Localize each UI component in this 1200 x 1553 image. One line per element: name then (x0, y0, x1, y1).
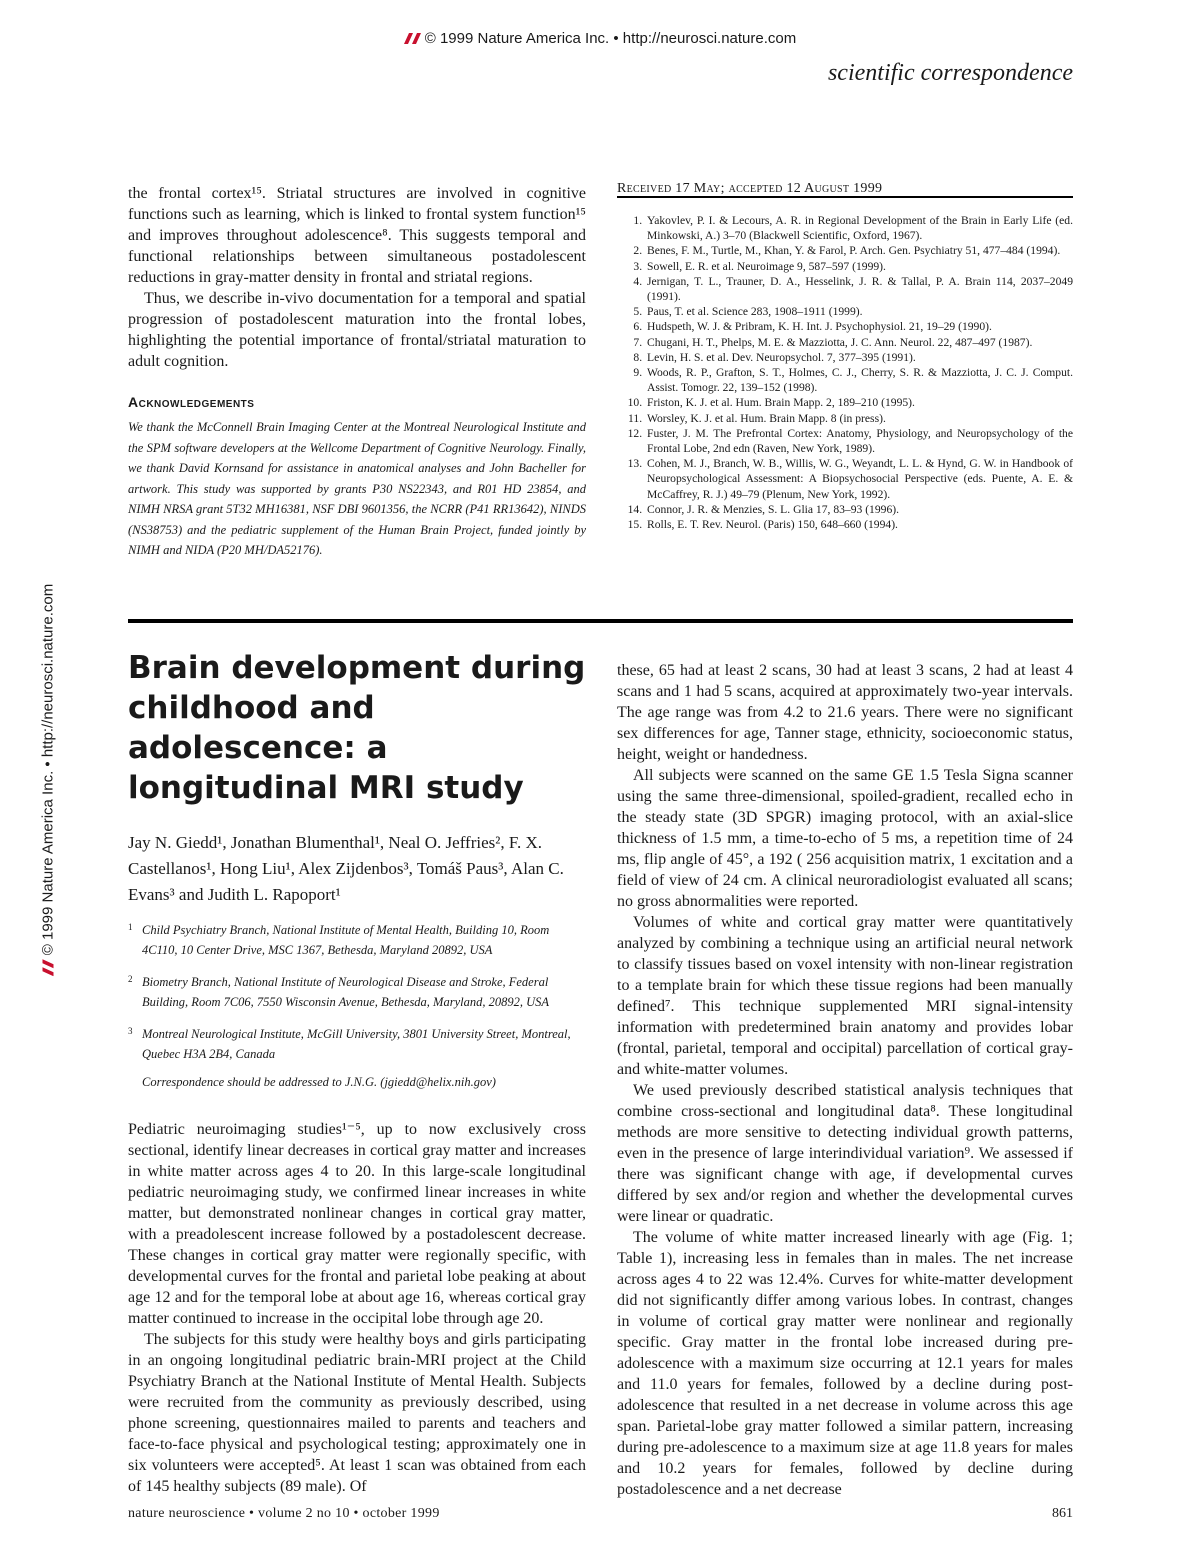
article-right-column (617, 660, 1073, 1500)
reference-item: 15. Rolls, E. T. Rev. Neurol. (Paris) 150, 648–660 (1994). (645, 517, 1073, 532)
nature-logo-icon (404, 33, 422, 44)
acknowledgements-heading: Acknowledgements (128, 394, 255, 410)
affiliation-text: Montreal Neurological Institute, McGill University, 3801 University Street, Montreal, Quebec H3A 2B4, Canada (142, 1027, 571, 1061)
paragraph: Volumes of white and cortical gray matter were quantitatively analyzed by combining a technique using an artificial neural network to classify tissues based on voxel intensity with non-linear registration to a template brain for which these tissue regions had been manually defined⁷. This technique supplemented MRI signal-intensity information with predetermined brain anatomy and provides lobar (frontal, parietal, temporal and occipital) parcellation of cortical gray- and white-matter volumes. (617, 914, 1073, 1078)
reference-item: 4. Jernigan, T. L., Trauner, D. A., Hesselink, J. R. & Tallal, P. A. Brain 114, 2037–2049 (1991). (645, 274, 1073, 304)
reference-list (617, 213, 1073, 532)
paragraph: All subjects were scanned on the same GE 1.5 Tesla Signa scanner using the same three-dimensional, spoiled-gradient, recalled echo in the steady state (3D SPGR) imaging protocol, with an axial-slice thickness of 1.5 mm, a time-to-echo of 5 ms, a repetition time of 24 ms, flip angle of 45°, a 192 ( 256 acquisition matrix, 1 excitation and a field of view of 24 cm. A clinical neuroradiologist evaluated all scans; no gross abnormalities were reported. (617, 767, 1073, 910)
nature-logo-icon (43, 958, 54, 976)
paragraph: The subjects for this study were healthy boys and girls participating in an ongoing longitudinal pediatric brain-MRI project at the Child Psychiatry Branch at the National Institute of Mental Health. Subjects were recruited from the community as previously described, using phone screening, questionnaires mailed to parents and teachers and face-to-face physical and psychological testing; approximately one in six volunteers were accepted⁵. At least 1 scan was obtained from each of 145 healthy subjects (89 male). Of (128, 1331, 586, 1495)
paragraph: these, 65 had at least 2 scans, 30 had at least 3 scans, 2 had at least 4 scans and 1 had 5 scans, acquired at approximately two-year intervals. The age range was from 4.2 to 21.6 years. There were no significant sex differences for age, Tanner stage, ethnicity, socioeconomic status, height, weight or handedness. (617, 662, 1073, 763)
article-title: Brain development during childhood and adolescence: a longitudinal MRI study (128, 650, 586, 806)
affiliation (128, 1024, 586, 1064)
references-rule (617, 196, 1073, 198)
paragraph: We used previously described statistical analysis techniques that combine cross-sectional and longitudinal data⁸. These longitudinal methods are more sensitive to detecting individual growth patterns, even in the presence of large interindividual variation⁹. We assessed if there was significant change with age, if developmental curves differed by sex and/or region and whether the developmental curves were linear or quadratic. (617, 1082, 1073, 1225)
correspondence-note: Correspondence should be addressed to J.N.G. (jgiedd@helix.nih.gov) (142, 1075, 496, 1089)
affiliation (128, 972, 586, 1012)
received-line: Received 17 May; accepted 12 August 1999 (617, 181, 883, 196)
copyright-header (0, 30, 1200, 47)
reference-item: 1. Yakovlev, P. I. & Lecours, A. R. in Regional Development of the Brain in Early Life (ed. Minkowski, A.) 3–70 (Blackwell Scientific, Oxford, 1967). (645, 213, 1073, 243)
section-label: scientific correspondence (827, 60, 1073, 86)
reference-item: 13. Cohen, M. J., Branch, W. B., Willis, W. G., Weyandt, L. L. & Hynd, G. W. in Handbook of Neuropsychological Assessment: A Biopsychosocial Perspective (eds. Puente, A. E. & McCaffrey, R. J.) 49–79 (Plenum, New York, 1992). (645, 456, 1073, 502)
article-divider (128, 619, 1073, 623)
reference-item: 8. Levin, H. S. et al. Dev. Neuropsychol. 7, 377–395 (1991). (645, 350, 1073, 365)
reference-item: 5. Paus, T. et al. Science 283, 1908–1911 (1999). (645, 304, 1073, 319)
reference-item: 12. Fuster, J. M. The Prefrontal Cortex: Anatomy, Physiology, and Neuropsychology of the Frontal Lobe, 2nd edn (Raven, New York, 1989). (645, 426, 1073, 456)
reference-item: 14. Connor, J. R. & Menzies, S. L. Glia 17, 83–93 (1996). (645, 502, 1073, 517)
reference-item: 11. Worsley, K. J. et al. Hum. Brain Mapp. 8 (in press). (645, 411, 1073, 426)
prev-article-left-column (128, 183, 586, 561)
reference-item: 7. Chugani, H. T., Phelps, M. E. & Mazziotta, J. C. Ann. Neurol. 22, 487–497 (1987). (645, 335, 1073, 350)
affiliation (128, 920, 586, 960)
page-number: 861 (1052, 1506, 1073, 1521)
sidebar-copyright-text: © 1999 Nature America Inc. • http://neurosci.nature.com (39, 583, 57, 956)
affiliation-number: 2 (128, 974, 133, 984)
paragraph: Thus, we describe in-vivo documentation for a temporal and spatial progression of postadolescent maturation into the frontal lobes, highlighting the potential importance of frontal/striatal maturation to adult cognition. (128, 290, 586, 370)
acknowledgements-text: We thank the McConnell Brain Imaging Center at the Montreal Neurological Institute and the SPM software developers at the Wellcome Department of Cognitive Neurology. Finally, we thank David Kornsand for assistance in anatomical analyses and John Bacheller for artwork. This study was supported by grants P30 NS22343, and R01 HD 23854, and NIMH NRSA grant 5T32 MH16381, NSF DBI 9601356, the NCRR (P41 RR13642), NINDS (NS38753) and the pediatric supplement of the Human Brain Project, funded jointly by NIMH and NIDA (P20 MH/DA52176). (128, 420, 586, 557)
author-list: Jay N. Giedd¹, Jonathan Blumenthal¹, Neal O. Jeffries², F. X. Castellanos¹, Hong Liu¹, Alex Zijdenbos³, Tomáš Paus³, Alan C. Evans³ and Judith L. Rapoport¹ (128, 833, 564, 904)
reference-item: 10. Friston, K. J. et al. Hum. Brain Mapp. 2, 189–210 (1995). (645, 395, 1073, 410)
affiliation-number: 3 (128, 1026, 133, 1036)
copyright-text: © 1999 Nature America Inc. • http://neurosci.nature.com (424, 30, 797, 47)
paragraph: Pediatric neuroimaging studies¹⁻⁵, up to now exclusively cross sectional, identify linear decreases in cortical gray matter and increases in white matter across ages 4 to 20. In this large-scale longitudinal pediatric neuroimaging study, we confirmed linear increases in white matter, but demonstrated nonlinear changes in cortical gray matter, with a preadolescent increase followed by a postadolescent decrease. These changes in cortical gray matter were regionally specific, with developmental curves for the frontal and parietal lobe peaking at about age 12 and for the temporal lobe at about age 16, whereas cortical gray matter continued to increase in the occipital lobe through age 20. (128, 1121, 586, 1327)
reference-item: 2. Benes, F. M., Turtle, M., Khan, Y. & Farol, P. Arch. Gen. Psychiatry 51, 477–484 (1994). (645, 243, 1073, 258)
paragraph: the frontal cortex¹⁵. Striatal structures are involved in cognitive functions such as learning, which is linked to frontal system function¹⁵ and improves throughout adolescence⁸. This suggests temporal and functional relationships between simultaneous postadolescent reductions in gray-matter density in frontal and striatal regions. (128, 185, 586, 286)
paragraph: The volume of white matter increased linearly with age (Fig. 1; Table 1), increasing less in females than in males. The net increase across ages 4 to 22 was 12.4%. Curves for white-matter development did not significantly differ among various lobes. In contrast, changes in volume of cortical gray matter were nonlinear and regionally specific. Gray matter in the frontal lobe increased during pre-adolescence with a maximum size occurring at 12.1 years for males and 11.0 years for females, followed by a decline during post-adolescence that resulted in a net decrease in volume across this age span. Parietal-lobe gray matter followed a similar pattern, increasing during pre-adolescence to a maximum size at age 11.8 years for males and 10.2 years for females, followed by decline during postadolescence and a net decrease (617, 1229, 1073, 1498)
reference-item: 9. Woods, R. P., Grafton, S. T., Holmes, C. J., Cherry, S. R. & Mazziotta, J. C. J. Comput. Assist. Tomogr. 22, 139–152 (1998). (645, 365, 1073, 395)
article-left-column (128, 648, 586, 1497)
affiliation-text: Child Psychiatry Branch, National Institute of Mental Health, Building 10, Room 4C110, 10 Center Drive, MSC 1367, Bethesda, Maryland 20892, USA (142, 923, 550, 957)
prev-article-right-column (617, 178, 1073, 532)
affiliation-number: 1 (128, 922, 133, 932)
journal-footer: nature neuroscience • volume 2 no 10 • october 1999 (128, 1506, 440, 1521)
reference-item: 3. Sowell, E. R. et al. Neuroimage 9, 587–597 (1999). (645, 259, 1073, 274)
reference-item: 6. Hudspeth, W. J. & Pribram, K. H. Int. J. Psychophysiol. 21, 19–29 (1990). (645, 319, 1073, 334)
affiliation-text: Biometry Branch, National Institute of Neurological Disease and Stroke, Federal Building, Room 7C06, 7550 Wisconsin Avenue, Bethesda, Maryland, 20892, USA (142, 975, 550, 1009)
